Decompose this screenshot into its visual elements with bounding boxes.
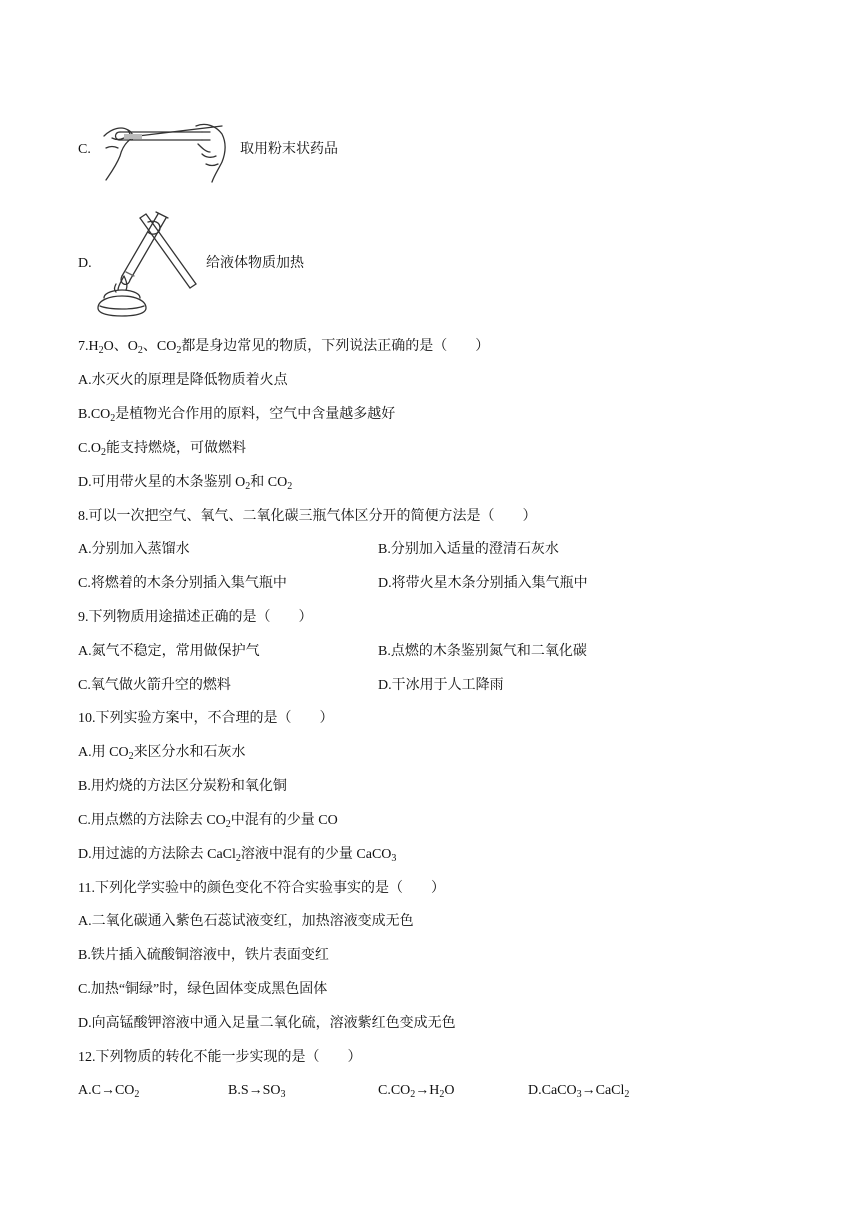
q6-option-c-letter: C. xyxy=(78,142,91,157)
q6-option-d-letter: D. xyxy=(78,256,92,271)
q11-stem: 11.下列化学实验中的颜色变化不符合实验事实的是（ ） xyxy=(78,881,445,896)
q11-option-c: C.加热“铜绿”时，绿色固体变成黑色固体 xyxy=(78,982,328,997)
q7-option-c: $C.O_2$能支持燃烧，可做燃料 xyxy=(78,441,246,458)
q9-option-d: D.干冰用于人工降雨 xyxy=(378,678,504,693)
q10-stem: 10.下列实验方案中，不合理的是（ ） xyxy=(78,711,334,726)
q10-option-a: A.用 $CO_2$来区分水和石灰水 xyxy=(78,745,246,762)
test-tube-handling-illustration xyxy=(98,118,232,184)
q8-option-b: B.分别加入适量的澄清石灰水 xyxy=(378,542,559,557)
q10-option-c: C.用点燃的方法除去 $CO_2$中混有的少量 CO xyxy=(78,813,338,830)
q12-option-b: $B.S\to SO_3$ xyxy=(228,1083,286,1100)
q12-option-d: D.CaCO$_3$→CaCl$_2$ xyxy=(528,1083,630,1100)
q7-option-b: $B.CO_2$是植物光合作用的原料，空气中含量越多越好 xyxy=(78,407,396,424)
q9-stem: 9.下列物质用途描述正确的是（ ） xyxy=(78,610,313,625)
q11-option-d: D.向高锰酸钾溶液中通入足量二氧化硫，溶液紫红色变成无色 xyxy=(78,1016,456,1031)
q9-option-a: A.氮气不稳定，常用做保护气 xyxy=(78,644,260,659)
q6-option-d-caption: 给液体物质加热 xyxy=(206,256,304,271)
q8-option-a: A.分别加入蒸馏水 xyxy=(78,542,190,557)
q7-option-d: D.可用带火星的木条鉴别 $O_2$和 $CO_2$ xyxy=(78,475,293,492)
q8-stem: 8.可以一次把空气、氧气、二氧化碳三瓶气体区分开的简便方法是（ ） xyxy=(78,509,537,524)
q8-option-d: D.将带火星木条分别插入集气瓶中 xyxy=(378,576,588,591)
q10-option-b: B.用灼烧的方法区分炭粉和氧化铜 xyxy=(78,779,287,794)
q10-option-d: D.用过滤的方法除去 CaCl$_2$溶液中混有的少量 CaCO$_3$ xyxy=(78,847,397,864)
q11-option-b: B.铁片插入硫酸铜溶液中，铁片表面变红 xyxy=(78,948,329,963)
q7-stem: $7.H_2O$、$O_2$、$CO_2$都是身边常见的物质，下列说法正确的是（ ） xyxy=(78,339,490,356)
q12-option-c: $C.CO_2\to H_2O$ xyxy=(378,1083,455,1100)
test-tube-heating-illustration xyxy=(90,210,200,320)
q7-option-a: A.水灭火的原理是降低物质着火点 xyxy=(78,373,288,388)
q12-stem: 12.下列物质的转化不能一步实现的是（ ） xyxy=(78,1050,362,1065)
q12-option-a: $A.C\to CO_2$ xyxy=(78,1083,140,1100)
q8-option-c: C.将燃着的木条分别插入集气瓶中 xyxy=(78,576,287,591)
q9-option-c: C.氧气做火箭升空的燃料 xyxy=(78,678,231,693)
q11-option-a: A.二氧化碳通入紫色石蕊试液变红，加热溶液变成无色 xyxy=(78,914,414,929)
q6-option-c-caption: 取用粉末状药品 xyxy=(240,142,338,157)
q9-option-b: B.点燃的木条鉴别氮气和二氧化碳 xyxy=(378,644,587,659)
